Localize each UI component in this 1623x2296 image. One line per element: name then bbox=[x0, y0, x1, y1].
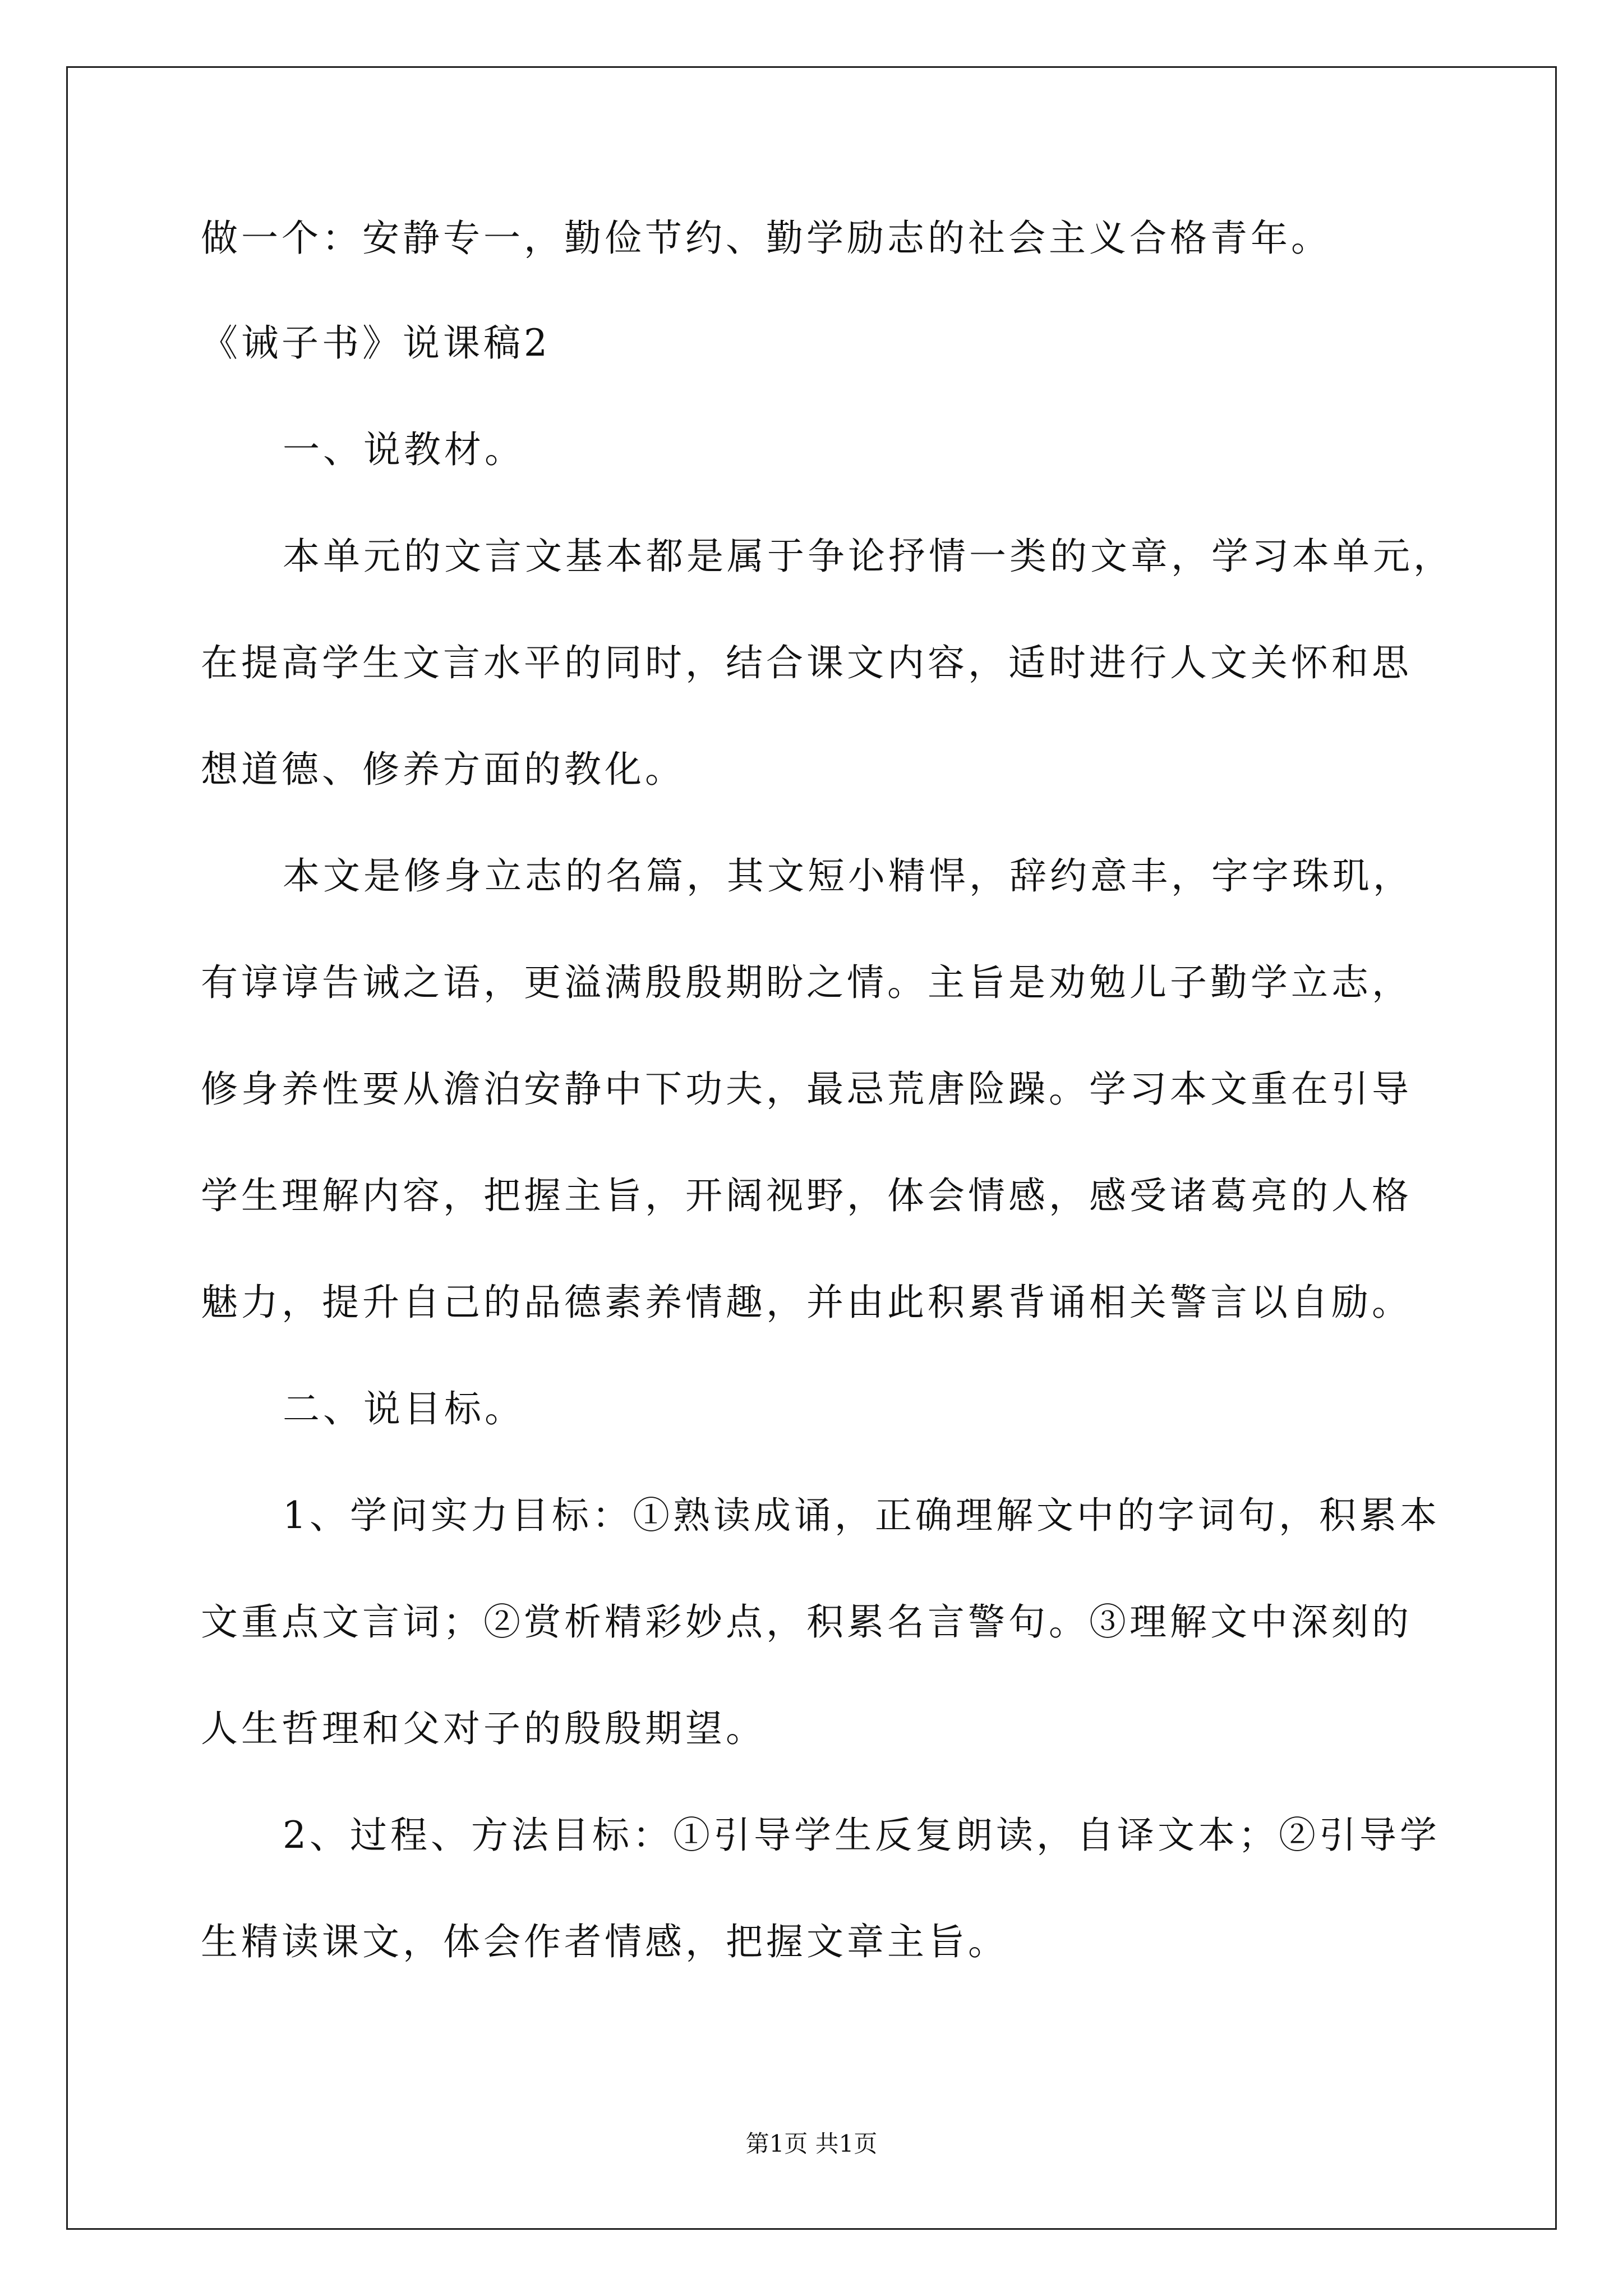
text-line: 1、学问实力目标：①熟读成诵，正确理解文中的字词句，积累本 bbox=[283, 1494, 1440, 1537]
text-line: 魅力，提升自己的品德素养情趣，并由此积累背诵相关警言以自励。 bbox=[201, 1281, 1412, 1324]
heading-objectives: 二、说目标。 bbox=[283, 1387, 525, 1430]
section-title: 《诫子书》说课稿2 bbox=[201, 321, 551, 365]
text-line: 本文是修身立志的名篇，其文短小精悍，辞约意丰，字字珠玑， bbox=[283, 854, 1413, 898]
text-line: 生精读课文，体会作者情感，把握文章主旨。 bbox=[201, 1920, 1008, 1963]
text-line: 在提高学生文言水平的同时，结合课文内容，适时进行人文关怀和思 bbox=[201, 641, 1412, 684]
text-line: 做一个：安静专一，勤俭节约、勤学励志的社会主义合格青年。 bbox=[201, 217, 1331, 260]
heading-textbook: 一、说教材。 bbox=[283, 428, 525, 471]
text-line: 人生哲理和父对子的殷殷期望。 bbox=[201, 1707, 766, 1750]
text-line: 2、过程、方法目标：①引导学生反复朗读，自译文本；②引导学 bbox=[283, 1814, 1440, 1857]
text-line: 学生理解内容，把握主旨，开阔视野，体会情感，感受诸葛亮的人格 bbox=[201, 1174, 1412, 1217]
text-line: 想道德、修养方面的教化。 bbox=[201, 748, 685, 791]
text-line: 修身养性要从澹泊安静中下功夫，最忌荒唐险躁。学习本文重在引导 bbox=[201, 1068, 1412, 1111]
page-number: 第1页 共1页 bbox=[745, 2130, 878, 2157]
page-border bbox=[66, 66, 1557, 2230]
text-line: 本单元的文言文基本都是属于争论抒情一类的文章，学习本单元， bbox=[283, 535, 1454, 578]
text-line: 文重点文言词；②赏析精彩妙点，积累名言警句。③理解文中深刻的 bbox=[201, 1600, 1412, 1644]
text-line: 有谆谆告诫之语，更溢满殷殷期盼之情。主旨是劝勉儿子勤学立志， bbox=[201, 961, 1412, 1004]
